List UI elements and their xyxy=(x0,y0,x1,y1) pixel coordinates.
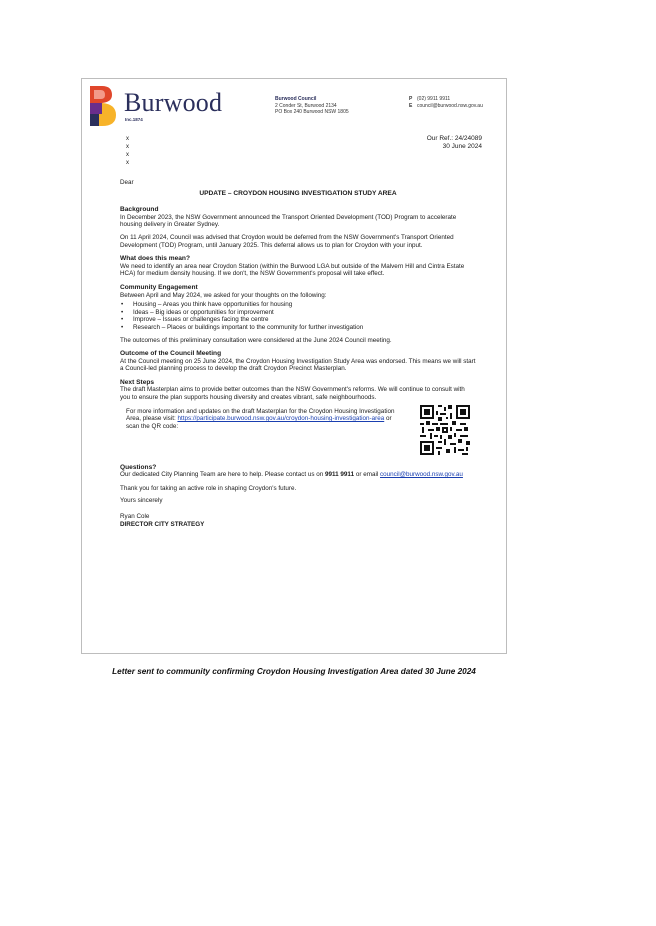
list-item: • Housing – Areas you think have opportunities for housing xyxy=(120,301,476,309)
phone-label: P xyxy=(409,96,413,102)
email: council@burwood.nsw.gov.au xyxy=(417,103,483,109)
list-item: • Research – Places or buildings important to the community for further investigation xyxy=(120,324,476,332)
paragraph xyxy=(120,471,476,479)
engagement-list xyxy=(120,301,476,331)
signatory-title: DIRECTOR CITY STRATEGY xyxy=(120,520,205,528)
letter-title: UPDATE – CROYDON HOUSING INVESTIGATION STUDY AREA xyxy=(199,189,397,197)
paragraph: At the Council meeting on 25 June 2024, the Croydon Housing Investigation Study Area was endorsed. This means we will start a Council-led planning process to develop the draft Croydon Precinct Masterplan. xyxy=(120,357,476,373)
email-label: E xyxy=(409,103,413,109)
address-line-2: PO Box 240 Burwood NSW 1805 xyxy=(275,109,349,115)
section-engagement xyxy=(120,284,476,344)
section-next-steps xyxy=(120,379,476,402)
thanks-line: Thank you for taking an active role in shaping Croydon's future. xyxy=(120,484,297,492)
info-text-before: For more information and updates on the draft Masterplan for the Croydon Housing Investigation Area, please visit: xyxy=(126,407,395,423)
brand-sub: Inc.1874 xyxy=(125,117,143,122)
signatory-name: Ryan Cole xyxy=(120,513,150,521)
our-ref: Our Ref.: 24/24089 xyxy=(426,135,482,142)
paragraph: In December 2023, the NSW Government announced the Transport Oriented Development (TOD) Program to accelerate housing delivery in Greater Sydney. xyxy=(120,213,457,229)
participate-link[interactable]: https://participate.burwood.nsw.gov.au/croydon-housing-investigation-area xyxy=(177,415,385,423)
paragraph: The outcomes of this preliminary consultation were considered at the June 2024 Council meeting. xyxy=(120,336,392,344)
section-meaning xyxy=(120,255,476,278)
paragraph: On 11 April 2024, Council was advised that Croydon would be deferred from the NSW Government's Transport Oriented Development (TOD) Program, until January 2025. This deferral allows us to plan for Croydon with your input. xyxy=(120,233,454,249)
council-address xyxy=(275,96,349,116)
letter-page xyxy=(81,78,507,654)
questions-text-mid: or email xyxy=(354,471,380,479)
section-heading: Outcome of the Council Meeting xyxy=(120,350,222,358)
list-item: • Ideas – Big ideas or opportunities for improvement xyxy=(120,309,476,317)
info-block xyxy=(126,408,476,456)
section-heading: Background xyxy=(120,206,159,214)
paragraph: We need to identify an area near Croydon Station (within the Burwood LGA but outside of the Malvern Hill and Cintra Estate HCA) for medium density housing. If we don't, the NSW Government's proposal will take effect. xyxy=(120,262,465,278)
info-text xyxy=(126,408,400,431)
section-heading: What does this mean? xyxy=(120,255,190,263)
info-text-after: or scan the QR code: xyxy=(126,415,392,430)
questions-text: Our dedicated City Planning Team are here to help. Please contact us on xyxy=(120,471,326,479)
list-item: • Improve – Issues or challenges facing the centre xyxy=(120,316,476,324)
section-heading: Questions? xyxy=(120,463,157,471)
reference-block xyxy=(402,135,482,151)
letter-date: 30 June 2024 xyxy=(442,143,482,150)
section-outcome xyxy=(120,350,476,373)
recipient-line: x xyxy=(126,136,129,142)
recipient-line: x xyxy=(126,160,129,166)
paragraph: The draft Masterplan aims to provide better outcomes than the NSW Government's reforms. We will continue to consult with you to ensure the plan supports housing diversity and creates vibrant, safe neighbourhoods. xyxy=(120,386,465,402)
section-background xyxy=(120,206,476,249)
brand-name: Burwood xyxy=(124,88,223,117)
questions-email-link[interactable]: council@burwood.nsw.gov.au xyxy=(380,471,463,479)
org-name: Burwood Council xyxy=(275,96,317,102)
signoff: Yours sincerely xyxy=(120,497,163,505)
section-heading: Next Steps xyxy=(120,378,155,386)
section-questions xyxy=(120,464,476,479)
address-line-1: 2 Conder St, Burwood 2134 xyxy=(275,102,337,109)
recipient-block xyxy=(126,135,129,167)
council-contact xyxy=(409,96,483,110)
qr-code-icon xyxy=(420,405,470,455)
section-heading: Community Engagement xyxy=(120,283,198,291)
recipient-line: x xyxy=(126,144,129,150)
recipient-line: x xyxy=(126,152,129,158)
burwood-logo-icon xyxy=(88,84,118,128)
questions-phone: 9911 9911 xyxy=(325,471,355,479)
salutation: Dear xyxy=(120,179,134,186)
letter-body xyxy=(120,179,476,528)
phone: (02) 9911 9911 xyxy=(417,96,451,102)
paragraph: Between April and May 2024, we asked for your thoughts on the following: xyxy=(120,291,327,299)
figure-caption: Letter sent to community confirming Croydon Housing Investigation Area dated 30 June 2024 xyxy=(112,667,476,676)
